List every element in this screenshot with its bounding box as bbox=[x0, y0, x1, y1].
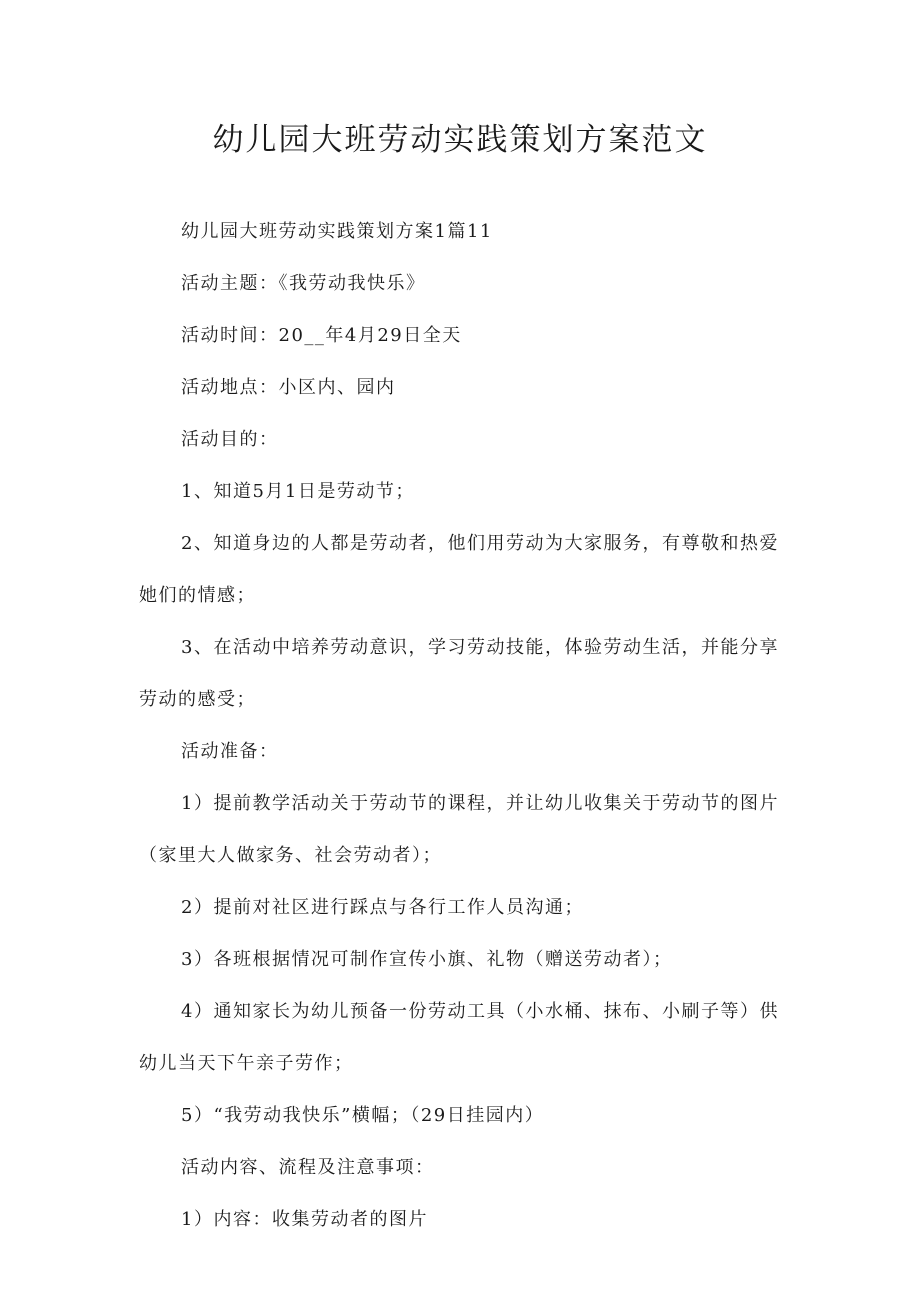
paragraph-time: 活动时间：20__年4月29日全天 bbox=[181, 325, 462, 346]
paragraph-heading: 幼儿园大班劳动实践策划方案1篇11 bbox=[181, 221, 493, 242]
paragraph-content-heading: 活动内容、流程及注意事项： bbox=[181, 1157, 435, 1178]
document-body bbox=[139, 206, 789, 1246]
paragraph-prep-4: 4）通知家长为幼儿预备一份劳动工具（小水桶、抹布、小刷子等）供幼儿当天下午亲子劳作； bbox=[139, 1001, 779, 1074]
paragraph-prep-heading: 活动准备： bbox=[181, 741, 279, 762]
paragraph-prep-3: 3）各班根据情况可制作宣传小旗、礼物（赠送劳动者）； bbox=[181, 949, 673, 970]
paragraph-goals-heading: 活动目的： bbox=[181, 429, 279, 450]
paragraph-prep-1: 1）提前教学活动关于劳动节的课程，并让幼儿收集关于劳动节的图片（家里大人做家务、社会劳动者）； bbox=[139, 793, 779, 866]
paragraph-prep-5: 5）“我劳动我快乐”横幅；（29日挂园内） bbox=[181, 1105, 545, 1126]
paragraph-prep-2: 2）提前对社区进行踩点与各行工作人员沟通； bbox=[181, 897, 584, 918]
paragraph-goal-2: 2、知道身边的人都是劳动者，他们用劳动为大家服务，有尊敬和热爱她们的情感； bbox=[139, 533, 779, 606]
paragraph-location: 活动地点：小区内、园内 bbox=[181, 377, 396, 398]
document-title: 幼儿园大班劳动实践策划方案范文 bbox=[212, 122, 708, 158]
paragraph-theme: 活动主题：《我劳动我快乐》 bbox=[181, 273, 426, 294]
paragraph-content-1: 1）内容：收集劳动者的图片 bbox=[181, 1209, 428, 1230]
paragraph-goal-3: 3、在活动中培养劳动意识，学习劳动技能，体验劳动生活，并能分享劳动的感受； bbox=[139, 637, 779, 710]
paragraph-goal-1: 1、知道5月1日是劳动节； bbox=[181, 481, 415, 502]
